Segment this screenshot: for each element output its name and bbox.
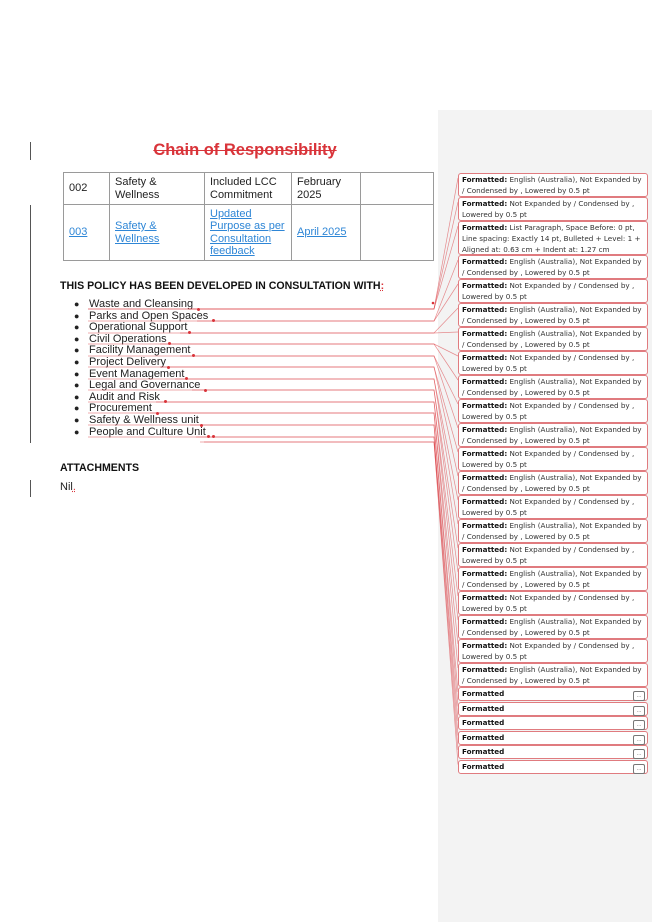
version-cell: 002 xyxy=(64,173,110,205)
balloon-text: English (Australia), Not Expanded by / Condensed by , Lowered by 0.5 pt xyxy=(462,329,642,349)
formatting-balloon[interactable] xyxy=(458,567,648,591)
attachments-heading: ATTACHMENTS xyxy=(60,462,140,474)
formatting-balloon[interactable] xyxy=(458,303,648,327)
connector-line xyxy=(160,344,458,380)
list-item-text: Safety & Wellness unit xyxy=(89,413,199,426)
more-options-button[interactable]: ... xyxy=(633,749,645,759)
list-item-text: Operational Support xyxy=(89,321,188,334)
inserted-colon: : xyxy=(380,280,385,292)
connector-line xyxy=(188,178,458,309)
balloon-label: Formatted: xyxy=(462,545,508,554)
formatting-balloon[interactable] xyxy=(458,495,648,519)
formatting-balloon[interactable] xyxy=(458,615,648,639)
balloon-text: Not Expanded by / Condensed by , Lowered by 0.5 pt xyxy=(462,401,635,421)
balloon-label: Formatted xyxy=(462,747,505,756)
balloon-label: Formatted: xyxy=(462,401,508,410)
connector-line xyxy=(190,425,458,707)
balloon-label: Formatted xyxy=(462,732,505,742)
list-item-text: People and Culture Unit xyxy=(89,425,206,438)
formatting-balloon[interactable] xyxy=(458,447,648,471)
connector-line xyxy=(88,284,458,321)
connector-line xyxy=(204,442,458,765)
formatting-balloon[interactable] xyxy=(458,255,648,279)
balloon-label: Formatted: xyxy=(462,641,508,650)
balloon-label: Formatted: xyxy=(462,329,508,338)
bullet-icon: ● xyxy=(74,368,80,379)
more-options-button[interactable]: ... xyxy=(633,691,645,701)
connector-line xyxy=(88,344,458,356)
more-options-button[interactable]: ... xyxy=(633,735,645,745)
connector-line xyxy=(88,390,458,548)
balloon-label: Formatted xyxy=(462,703,505,713)
formatting-balloon[interactable] xyxy=(458,197,648,221)
balloon-text: English (Australia), Not Expanded by / Condensed by , Lowered by 0.5 pt xyxy=(462,665,642,685)
balloon-text: List Paragraph, Space Before: 0 pt, Line spacing: Exactly 14 pt, Bulleted + Level: 1 + Aligned at: 0.63 cm + Indent at: 1.27 cm xyxy=(462,223,641,254)
connector-line xyxy=(88,379,458,500)
connector-line xyxy=(88,413,458,644)
connector-line xyxy=(88,425,458,692)
bullet-icon: ● xyxy=(74,391,80,402)
balloon-text: Not Expanded by / Condensed by , Lowered by 0.5 pt xyxy=(462,353,635,373)
formatting-balloon[interactable] xyxy=(458,687,648,701)
formatting-balloon[interactable] xyxy=(458,543,648,567)
balloon-label: Formatted: xyxy=(462,377,508,386)
connector-line xyxy=(175,379,458,524)
connector-line xyxy=(150,413,458,668)
list-item-text: Project Delivery xyxy=(89,355,167,368)
connector-line xyxy=(197,260,458,321)
formatting-balloon[interactable] xyxy=(458,173,648,197)
balloon-text: English (Australia), Not Expanded by / Condensed by , Lowered by 0.5 pt xyxy=(462,377,642,397)
bullet-icon: ● xyxy=(74,414,80,425)
formatting-balloon[interactable] xyxy=(458,423,648,447)
balloon-label: Formatted: xyxy=(462,521,508,530)
balloon-label: Formatted: xyxy=(462,617,508,626)
list-item-text: Audit and Risk xyxy=(89,390,160,403)
connector-line xyxy=(156,402,458,620)
more-options-button[interactable]: ... xyxy=(633,764,645,774)
balloon-label: Formatted: xyxy=(462,449,508,458)
bullet-icon: ● xyxy=(74,356,80,367)
connector-line xyxy=(88,356,458,404)
version-cell: 003 xyxy=(64,205,110,261)
list-item-text: Civil Operations xyxy=(89,332,167,345)
balloon-text: Not Expanded by / Condensed by , Lowered by 0.5 pt xyxy=(462,449,635,469)
description-cell: Included LCC Commitment xyxy=(205,173,292,205)
balloon-text: English (Australia), Not Expanded by / Condensed by , Lowered by 0.5 pt xyxy=(462,257,642,277)
balloon-label: Formatted: xyxy=(462,569,508,578)
bullet-icon: ● xyxy=(74,299,80,309)
formatting-balloon[interactable] xyxy=(458,471,648,495)
balloon-label: Formatted xyxy=(462,689,505,698)
balloon-label: Formatted: xyxy=(462,425,508,434)
connector-line xyxy=(88,226,458,309)
connector-line xyxy=(200,442,458,750)
formatting-balloon[interactable] xyxy=(458,731,648,745)
bullet-icon: ● xyxy=(74,426,80,437)
formatting-balloon[interactable] xyxy=(458,519,648,543)
bullet-icon: ● xyxy=(74,380,80,391)
list-item-text: Waste and Cleansing xyxy=(89,298,194,310)
description-cell: Updated Purpose as per Consultation feedback xyxy=(205,205,292,261)
balloon-label: Formatted: xyxy=(462,353,508,362)
balloon-label: Formatted xyxy=(462,718,505,727)
balloon-text: English (Australia), Not Expanded by / Condensed by , Lowered by 0.5 pt xyxy=(462,521,642,541)
anchor-dot-icon xyxy=(432,302,435,305)
formatting-balloon[interactable] xyxy=(458,279,648,303)
date-cell: February 2025 xyxy=(292,173,361,205)
balloon-text: Not Expanded by / Condensed by , Lowered by 0.5 pt xyxy=(462,641,635,661)
balloon-label: Formatted xyxy=(462,761,505,771)
formatting-balloon[interactable] xyxy=(458,221,648,255)
list-item-text: Facility Management xyxy=(89,344,191,357)
formatting-balloon[interactable] xyxy=(458,399,648,423)
balloon-label: Formatted: xyxy=(462,281,508,290)
formatting-balloon[interactable] xyxy=(458,716,648,730)
connector-line xyxy=(88,308,458,333)
balloon-label: Formatted: xyxy=(462,223,508,232)
author-cell: Safety & Wellness xyxy=(110,173,205,205)
more-options-button[interactable]: ... xyxy=(633,720,645,730)
bullet-icon: ● xyxy=(74,403,80,414)
formatting-balloon[interactable] xyxy=(458,375,648,399)
attachments-text: Nil xyxy=(60,481,73,493)
balloon-label: Formatted: xyxy=(462,305,508,314)
document-title: Chain of Responsibility xyxy=(153,141,337,159)
formatting-balloon[interactable] xyxy=(458,663,648,687)
connector-line xyxy=(160,367,458,476)
connector-line xyxy=(88,202,458,309)
balloon-label: Formatted: xyxy=(462,257,508,266)
consultation-heading-text: THIS POLICY HAS BEEN DEVELOPED IN CONSULTATION WITH xyxy=(60,280,381,292)
connector-line xyxy=(192,390,458,572)
formatting-balloon[interactable] xyxy=(458,745,648,759)
formatting-balloon[interactable] xyxy=(458,702,648,716)
list-item-text: Procurement xyxy=(89,402,152,415)
connector-line xyxy=(196,437,458,736)
formatting-balloon[interactable] xyxy=(458,351,648,375)
author-cell: Safety & Wellness xyxy=(110,205,205,261)
list-item-text: Legal and Governance xyxy=(89,379,201,392)
connector-line xyxy=(88,367,458,452)
formatting-balloon[interactable] xyxy=(458,591,648,615)
balloon-text: English (Australia), Not Expanded by / Condensed by , Lowered by 0.5 pt xyxy=(462,617,642,637)
balloon-text: English (Australia), Not Expanded by / Condensed by , Lowered by 0.5 pt xyxy=(462,175,642,195)
bullet-icon: ● xyxy=(74,345,80,356)
balloon-text: English (Australia), Not Expanded by / Condensed by , Lowered by 0.5 pt xyxy=(462,425,642,445)
balloon-text: Not Expanded by / Condensed by , Lowered by 0.5 pt xyxy=(462,199,635,219)
list-item-text: Parks and Open Spaces xyxy=(89,309,209,322)
balloon-label: Formatted: xyxy=(462,199,508,208)
balloon-label: Formatted: xyxy=(462,473,508,482)
balloon-label: Formatted: xyxy=(462,497,508,506)
formatting-balloon[interactable] xyxy=(458,639,648,663)
bullet-icon: ● xyxy=(74,310,80,321)
balloon-text: English (Australia), Not Expanded by / Condensed by , Lowered by 0.5 pt xyxy=(462,473,642,493)
list-item-text: Event Management xyxy=(89,367,185,380)
balloon-label: Formatted: xyxy=(462,175,508,184)
connector-line xyxy=(88,437,458,721)
date-cell: April 2025 xyxy=(292,205,361,261)
inserted-period: . xyxy=(72,481,76,493)
balloon-text: Not Expanded by / Condensed by , Lowered by 0.5 pt xyxy=(462,545,635,565)
balloon-text: Not Expanded by / Condensed by , Lowered by 0.5 pt xyxy=(462,281,635,301)
bullet-icon: ● xyxy=(74,333,80,344)
balloon-text: English (Australia), Not Expanded by / Condensed by , Lowered by 0.5 pt xyxy=(462,305,642,325)
formatting-balloon[interactable] xyxy=(458,327,648,351)
balloon-text: English (Australia), Not Expanded by / Condensed by , Lowered by 0.5 pt xyxy=(462,569,642,589)
balloon-label: Formatted: xyxy=(462,665,508,674)
balloon-text: Not Expanded by / Condensed by , Lowered by 0.5 pt xyxy=(462,497,635,517)
more-options-button[interactable]: ... xyxy=(633,706,645,716)
formatting-balloon[interactable] xyxy=(458,760,648,774)
balloon-text: Not Expanded by / Condensed by , Lowered by 0.5 pt xyxy=(462,593,635,613)
bullet-icon: ● xyxy=(74,322,80,333)
connector-line xyxy=(180,332,458,333)
balloon-label: Formatted: xyxy=(462,593,508,602)
connector-line xyxy=(88,402,458,596)
